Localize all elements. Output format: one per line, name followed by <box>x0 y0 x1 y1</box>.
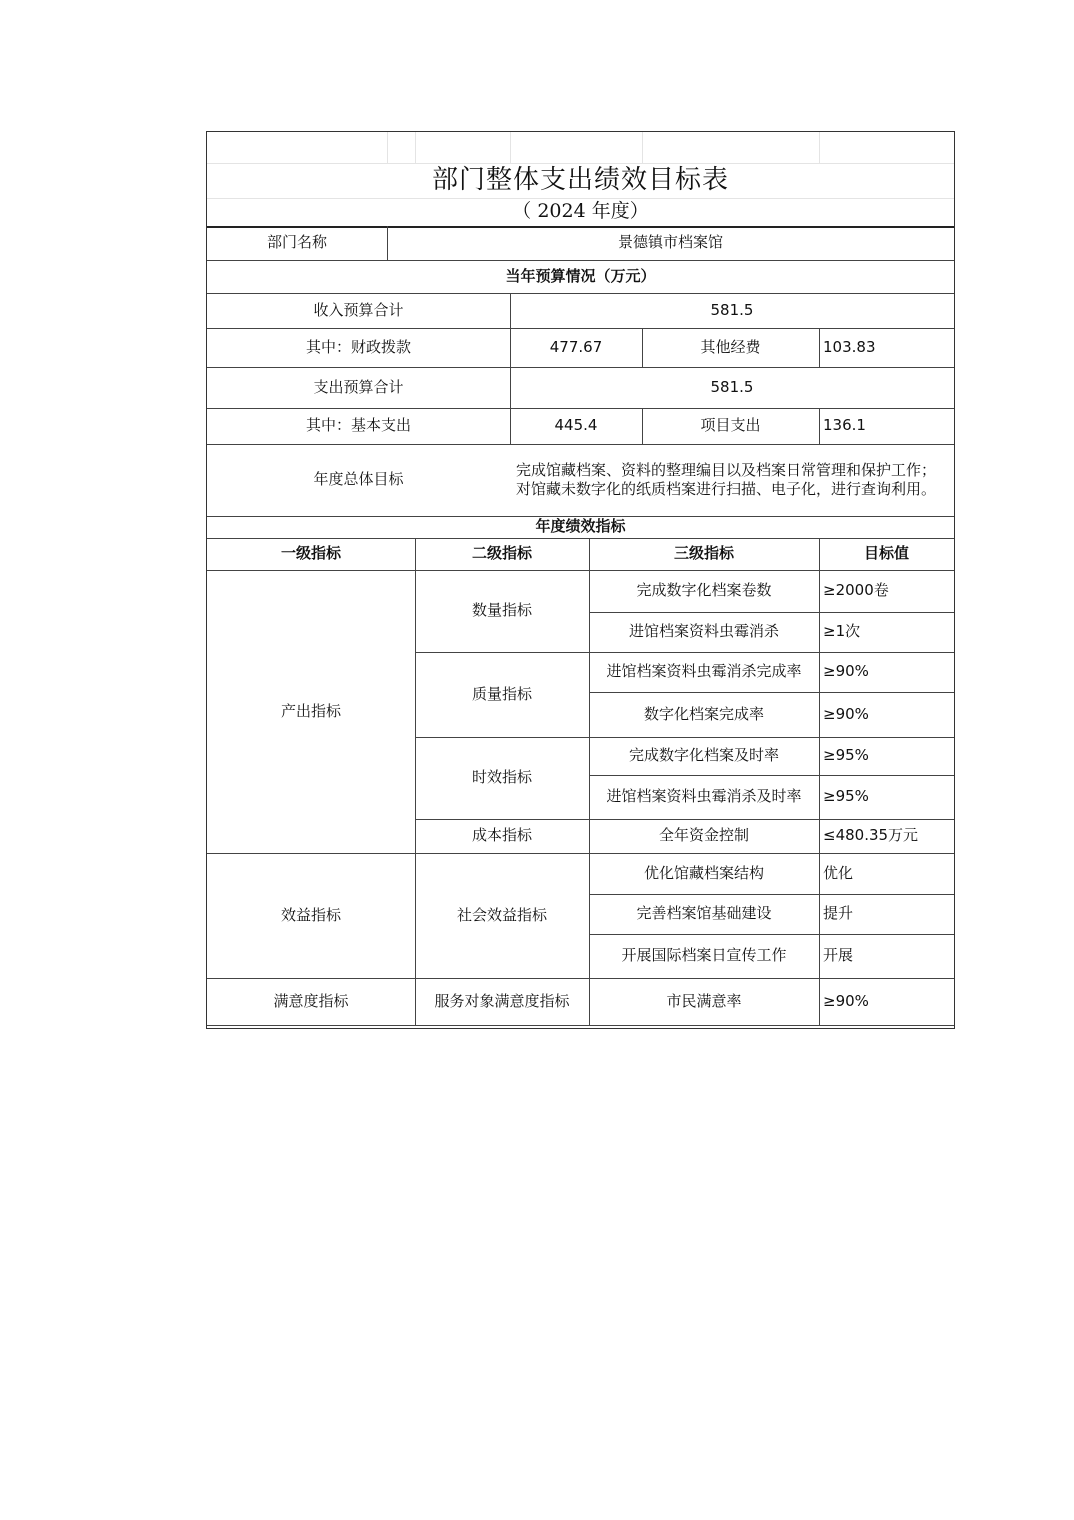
expense-total-label: 支出预算合计 <box>313 377 404 396</box>
target-value: ≥2000卷 <box>823 581 889 600</box>
dept-value: 景德镇市档案馆 <box>617 233 723 252</box>
target-value: 优化 <box>823 863 854 882</box>
expense-total-value: 581.5 <box>710 377 754 396</box>
budget-header: 当年预算情况（万元） <box>505 266 656 285</box>
column-header: 三级指标 <box>673 544 734 563</box>
level3-indicator: 完善档案馆基础建设 <box>636 904 772 923</box>
basic-value: 445.4 <box>554 416 598 435</box>
other-label: 其他经费 <box>700 337 761 356</box>
level3-indicator: 市民满意率 <box>666 991 742 1010</box>
level1-indicator: 产出指标 <box>280 701 341 720</box>
other-value: 103.83 <box>823 337 876 356</box>
target-value: ≥95% <box>823 787 869 806</box>
income-total-label: 收入预算合计 <box>313 300 404 319</box>
table-rule <box>207 1025 954 1026</box>
level1-indicator: 效益指标 <box>280 905 341 924</box>
project-value: 136.1 <box>823 416 866 435</box>
performance-table <box>206 131 955 1029</box>
level3-indicator: 进馆档案资料虫霉消杀 <box>628 622 779 641</box>
level3-indicator: 完成数字化档案卷数 <box>636 581 772 600</box>
level3-indicator: 进馆档案资料虫霉消杀及时率 <box>606 787 802 806</box>
level3-indicator: 优化馆藏档案结构 <box>643 863 764 882</box>
gridline <box>510 132 511 163</box>
fiscal-value: 477.67 <box>549 337 603 356</box>
level2-indicator: 质量指标 <box>471 684 532 703</box>
target-value: 提升 <box>823 904 854 923</box>
level3-indicator: 完成数字化档案及时率 <box>628 746 779 765</box>
project-label: 项目支出 <box>700 416 761 435</box>
dept-label: 部门名称 <box>266 233 327 252</box>
goal-label: 年度总体目标 <box>313 470 404 489</box>
target-value: ≥1次 <box>823 622 861 641</box>
level2-indicator: 社会效益指标 <box>456 905 547 924</box>
gridline <box>642 132 643 163</box>
target-value: ≤480.35万元 <box>823 826 919 845</box>
basic-label: 其中：基本支出 <box>305 416 411 435</box>
column-header: 二级指标 <box>471 544 532 563</box>
income-total-value: 581.5 <box>710 300 754 319</box>
target-value: ≥95% <box>823 746 869 765</box>
target-value: 开展 <box>823 946 854 965</box>
column-header: 一级指标 <box>280 544 341 563</box>
level3-indicator: 进馆档案资料虫霉消杀完成率 <box>606 662 802 681</box>
gridline <box>819 132 820 163</box>
target-value: ≥90% <box>823 704 869 723</box>
level3-indicator: 开展国际档案日宣传工作 <box>621 946 787 965</box>
gridline <box>387 132 388 163</box>
column-header: 目标值 <box>863 544 909 563</box>
target-value: ≥90% <box>823 662 869 681</box>
target-value: ≥90% <box>823 991 869 1010</box>
level2-indicator: 成本指标 <box>471 826 532 845</box>
level3-indicator: 全年资金控制 <box>658 826 749 845</box>
gridline <box>415 132 416 163</box>
level3-indicator: 数字化档案完成率 <box>643 704 764 723</box>
indicators-header: 年度绩效指标 <box>535 517 626 536</box>
goal-text: 完成馆藏档案、资料的整理编目以及档案日常管理和保护工作；对馆藏未数字化的纸质档案进行扫描、电子化，进行查询利用。 <box>516 461 937 498</box>
page-title: 部门整体支出绩效目标表 <box>431 164 729 195</box>
fiscal-label: 其中：财政拨款 <box>305 337 411 356</box>
level1-indicator: 满意度指标 <box>273 991 349 1010</box>
year-subtitle: （ 2024 年度） <box>512 200 649 223</box>
level2-indicator: 服务对象满意度指标 <box>434 991 570 1010</box>
level2-indicator: 数量指标 <box>471 601 532 620</box>
level2-indicator: 时效指标 <box>471 768 532 787</box>
